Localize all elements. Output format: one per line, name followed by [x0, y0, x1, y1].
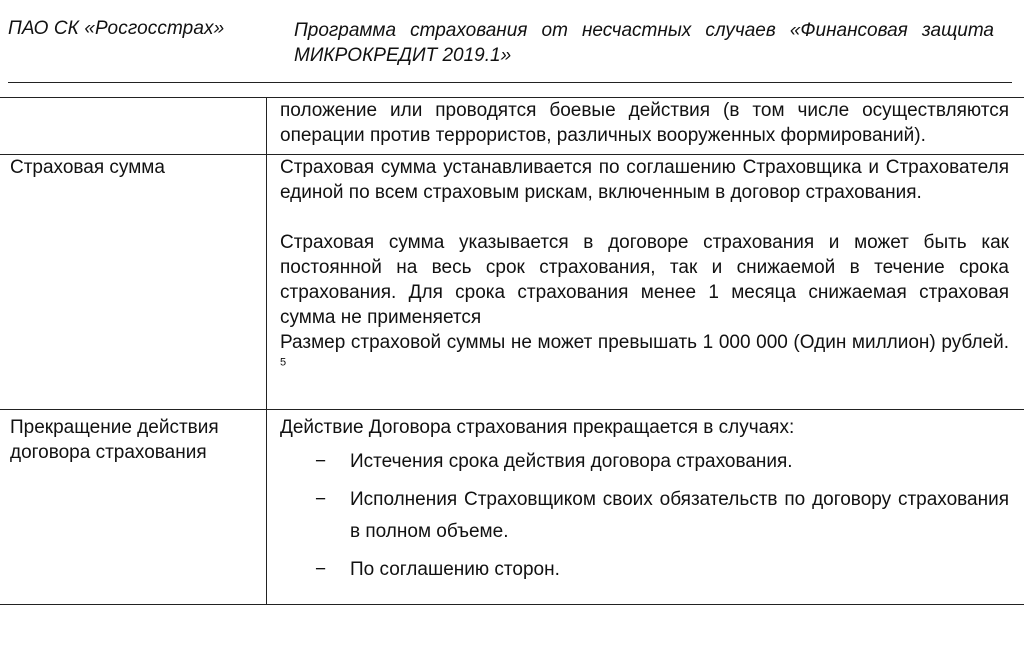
program-title: Программа страхования от несчастных случаев «Финансовая защита МИКРОКРЕДИТ 2019.1»: [294, 20, 994, 66]
table-row: [0, 410, 1024, 605]
row-content-termination: [267, 410, 1024, 605]
company-name: ПАО СК «Росгосстрах»: [8, 18, 225, 39]
dash-bullet: −: [315, 559, 327, 580]
dash-bullet: −: [315, 489, 327, 510]
termination-intro: Действие Договора страхования прекращается в случаях:: [280, 417, 795, 438]
row-label-termination: Прекращение действия договора страхования: [0, 410, 267, 605]
page-header: [8, 14, 1004, 70]
dash-bullet: −: [315, 451, 327, 472]
list-item: − Истечения срока действия договора страхования.: [280, 446, 1009, 478]
list-item: − По соглашению сторон.: [280, 554, 1009, 586]
continued-text: положение или проводятся боевые действия (в том числе осуществляются операции против террористов, различных вооруженных формирований).: [280, 100, 1009, 146]
list-item: − Исполнения Страховщиком своих обязательств по договору страхования в полном объеме.: [280, 484, 1009, 548]
table-row: [0, 155, 1024, 410]
terms-table: [0, 97, 1024, 605]
row-label: [0, 98, 267, 155]
footnote-marker: 5: [280, 356, 287, 369]
header-divider: [8, 82, 1012, 83]
table-row: [0, 98, 1024, 155]
sum-paragraph-3-text: Размер страховой суммы не может превышать 1 000 000 (Один миллион) рублей.: [280, 332, 1009, 353]
sum-paragraph-3: [280, 330, 1009, 380]
row-content: [267, 98, 1024, 155]
sum-paragraph-2: Страховая сумма указывается в договоре страхования и может быть как постоянной на весь срок страхования, так и снижаемой в течение срока страхования. Для срока страхования менее 1 месяца снижаемая страховая сумма не применяется: [280, 232, 1009, 328]
row-label-sum-insured: Страховая сумма: [0, 155, 267, 410]
sum-paragraph-1: Страховая сумма устанавливается по соглашению Страховщика и Страхователя единой по всем страховым рискам, включенным в договор страхования.: [280, 157, 1009, 203]
row-content-sum-insured: [267, 155, 1024, 410]
termination-list: [280, 446, 1009, 586]
